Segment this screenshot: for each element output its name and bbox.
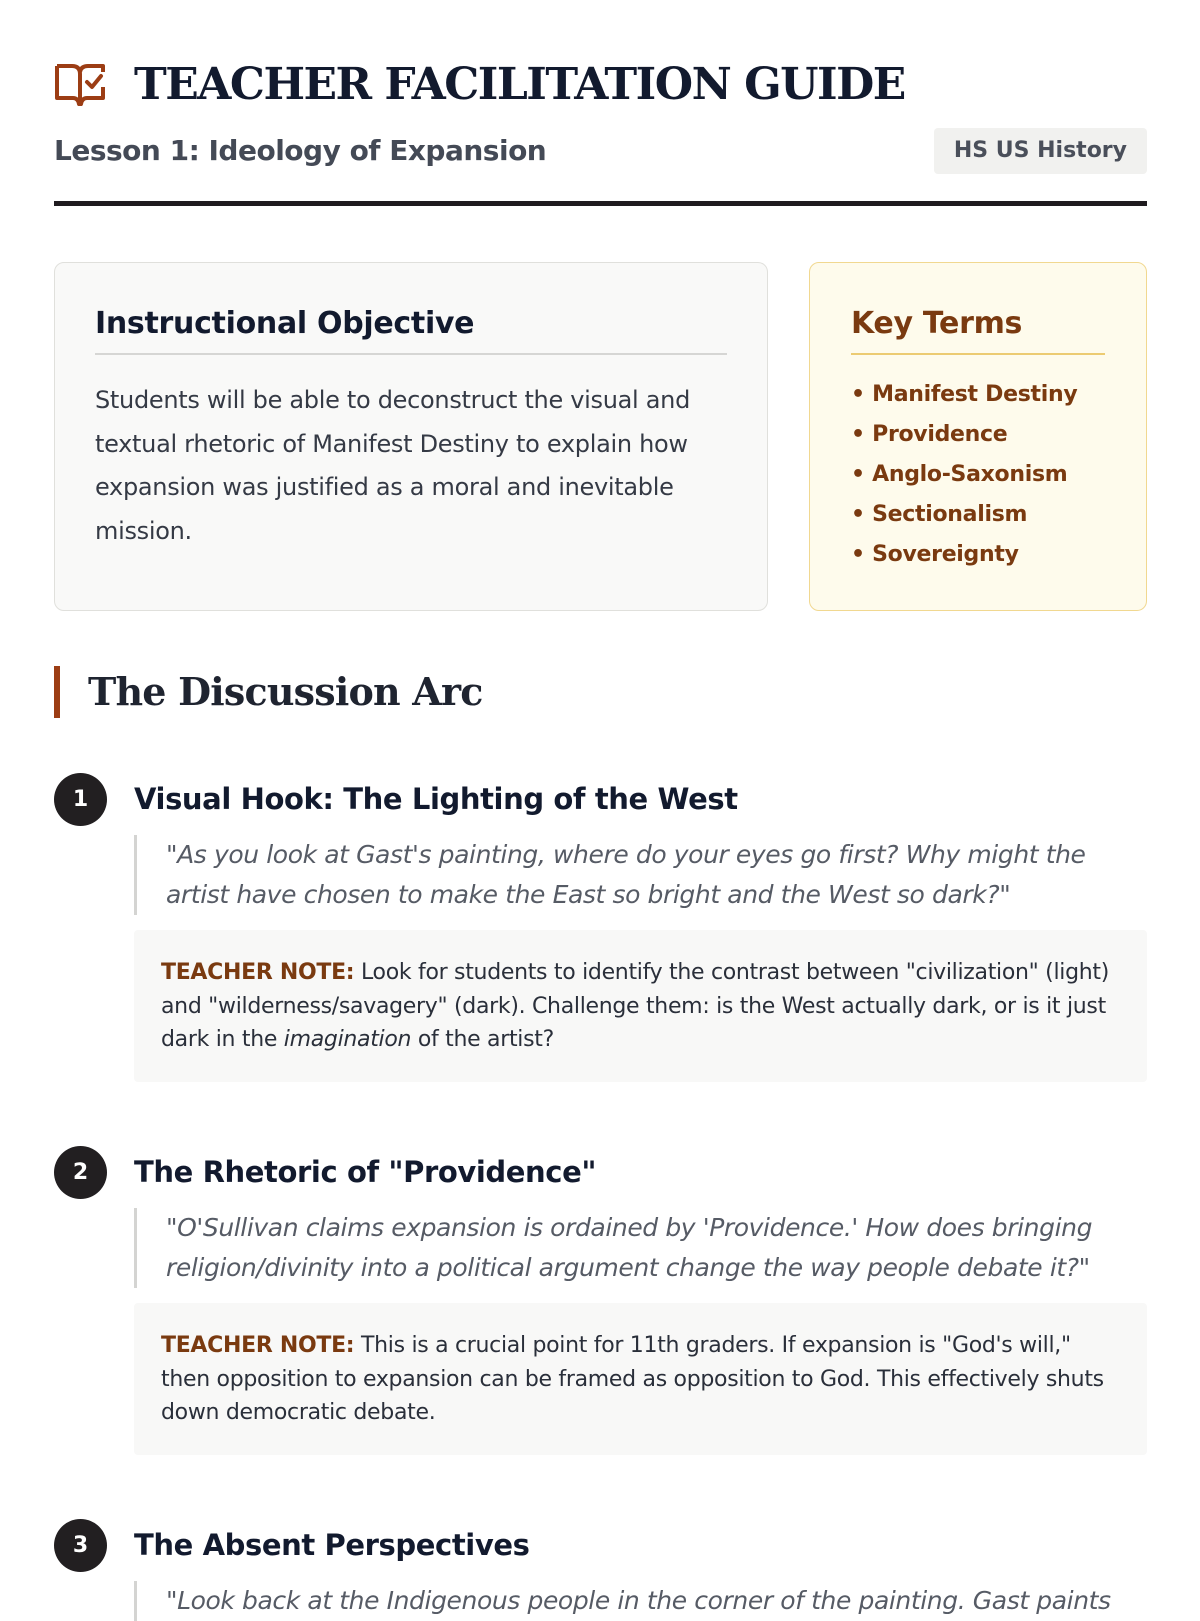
step-number-badge: 3 (54, 1519, 107, 1572)
objective-heading: Instructional Objective (95, 306, 727, 355)
discussion-heading: The Discussion Arc (88, 669, 483, 714)
teacher-note (134, 930, 1147, 1082)
teacher-note-text-end: of the artist? (411, 1027, 554, 1052)
step-title: Visual Hook: The Lighting of the West (134, 782, 738, 816)
facilitation-guide-page (54, 0, 1147, 1615)
objective-card (54, 262, 768, 611)
teacher-note-label: TEACHER NOTE: (161, 960, 355, 985)
teacher-note-label: TEACHER NOTE: (161, 1333, 355, 1358)
lesson-subtitle: Lesson 1: Ideology of Expansion (54, 134, 547, 167)
teacher-note-text: Look for students to identify the contrast between "civilization" (light) and "wilderness/savagery" (dark). Challenge them: is the West actually dark, or is it just dark in the (161, 960, 1110, 1052)
teacher-note (134, 1303, 1147, 1455)
page-title: TEACHER FACILITATION GUIDE (134, 58, 905, 110)
step-prompt-quote: "Look back at the Indigenous people in the corner of the painting. Gast paints (134, 1581, 1147, 1621)
course-badge: HS US History (934, 128, 1147, 174)
title-row (54, 56, 905, 112)
step-number-badge: 2 (54, 1146, 107, 1199)
teacher-note-text: This is a crucial point for 11th graders. If expansion is "God's will," then opposition to expansion can be framed as opposition to God. This effectively shuts down democratic debate. (161, 1333, 1104, 1425)
objective-text: Students will be able to deconstruct the visual and textual rhetoric of Manifest Destiny to explain how expansion was justified as a moral and inevitable mission. (95, 386, 691, 545)
key-term: • Anglo-Saxonism (851, 462, 1068, 487)
step-title: The Absent Perspectives (134, 1528, 530, 1562)
step-prompt-quote: "O'Sullivan claims expansion is ordained by 'Providence.' How does bringing religion/divinity into a political argument change the way people debate it?" (134, 1208, 1147, 1288)
key-terms-card (809, 262, 1147, 611)
key-term: • Sovereignty (851, 542, 1019, 567)
discussion-section-heading (54, 666, 483, 718)
teacher-note-emphasis: imagination (283, 1027, 412, 1052)
key-term: • Sectionalism (851, 502, 1028, 527)
header-divider (54, 201, 1147, 206)
step-title: The Rhetoric of "Providence" (134, 1155, 597, 1189)
key-term: • Providence (851, 422, 1008, 447)
step-number-badge: 1 (54, 773, 107, 826)
book-check-icon (54, 60, 106, 108)
key-term: • Manifest Destiny (851, 382, 1078, 407)
key-terms-heading: Key Terms (851, 306, 1105, 355)
key-terms-list (851, 375, 1105, 575)
step-prompt-quote: "As you look at Gast's painting, where do your eyes go first? Why might the artist have chosen to make the East so bright and the West so dark?" (134, 835, 1147, 915)
